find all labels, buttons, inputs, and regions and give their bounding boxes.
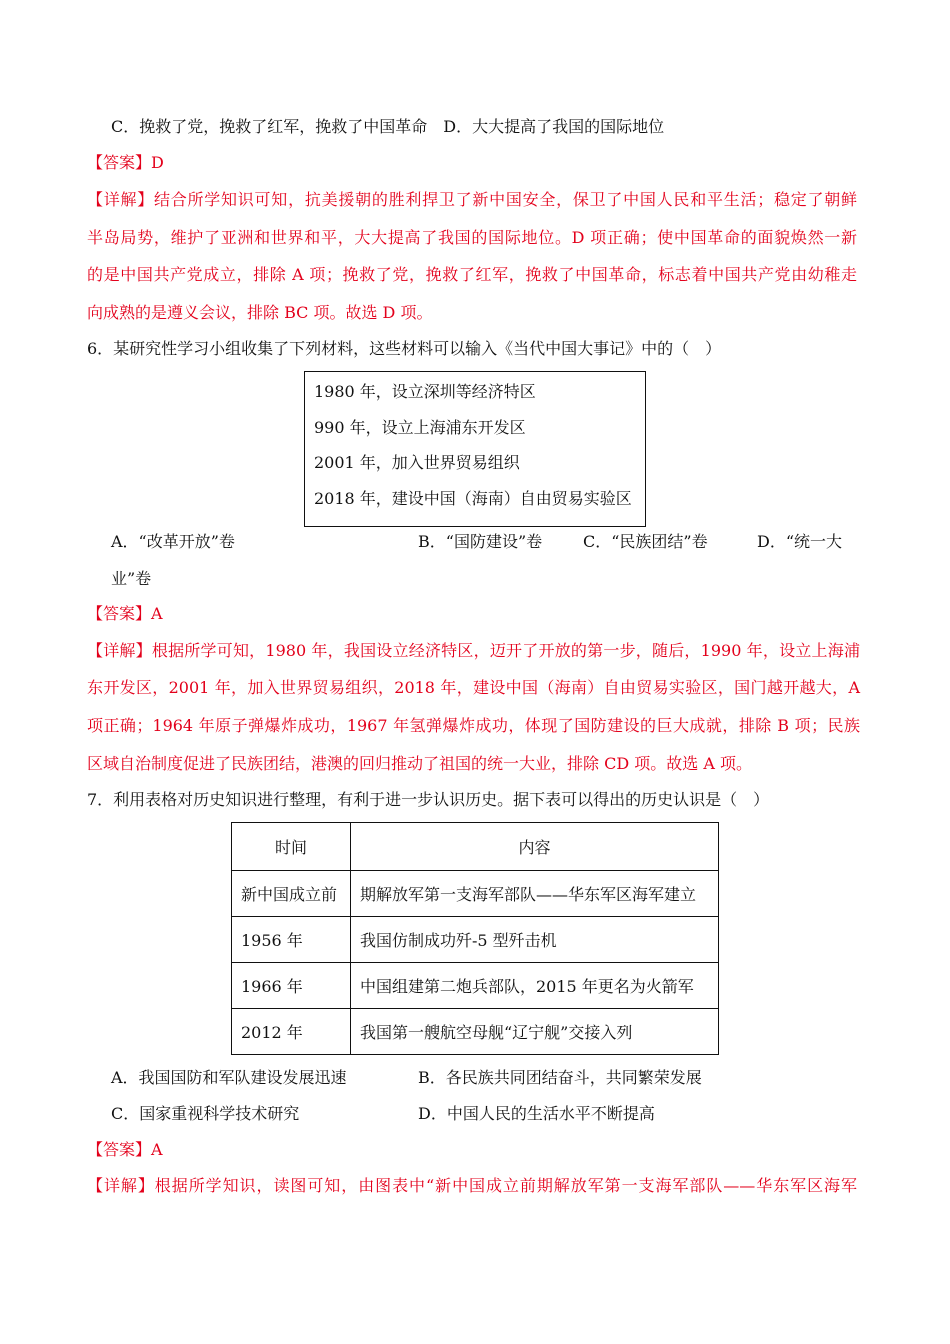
q6-option-d-cont: 业”卷: [111, 569, 152, 588]
q5-answer: 【答案】D: [87, 153, 164, 172]
q6-detail-line-3: 项正确；1964 年原子弹爆炸成功，1967 年氢弹爆炸成功，体现了国防建设的巨大成就，排除 B 项；民族: [87, 716, 860, 735]
q7-option-a: A．我国国防和军队建设发展迅速: [111, 1068, 347, 1087]
q6-option-d: D．“统一大: [757, 532, 843, 551]
table-row: [232, 871, 719, 917]
q5-detail-line-1: 【详解】结合所学知识可知，抗美援朝的胜利捍卫了新中国安全，保卫了中国人民和平生活；稳定了朝鲜: [87, 190, 857, 209]
table-cell-content: 我国仿制成功歼-5 型歼击机: [351, 917, 719, 963]
table-header-time: 时间: [232, 823, 351, 871]
table-cell-time: 新中国成立前: [232, 871, 351, 917]
q6-material-4: 2018 年，建设中国（海南）自由贸易实验区: [314, 489, 632, 508]
q6-option-c: C．“民族团结”卷: [583, 532, 708, 551]
q7-option-d: D．中国人民的生活水平不断提高: [418, 1104, 655, 1123]
q6-material-1: 1980 年，设立深圳等经济特区: [314, 382, 536, 401]
table-row: [232, 1009, 719, 1055]
q7-history-table: [231, 822, 719, 1055]
q7-answer: 【答案】A: [87, 1140, 163, 1159]
table-header-row: [232, 823, 719, 871]
q6-option-b: B．“国防建设”卷: [418, 532, 543, 551]
table-row: [232, 917, 719, 963]
table-cell-time: 2012 年: [232, 1009, 351, 1055]
table-cell-time: 1966 年: [232, 963, 351, 1009]
q5-detail-line-2: 半岛局势，维护了亚洲和世界和平，大大提高了我国的国际地位。D 项正确；使中国革命的面貌焕然一新: [87, 228, 857, 247]
q5-options-cd: C．挽救了党，挽救了红军，挽救了中国革命 D．大大提高了我国的国际地位: [111, 117, 665, 136]
q6-detail-line-1: 【详解】根据所学可知，1980 年，我国设立经济特区，迈开了开放的第一步，随后，1990 年，设立上海浦: [87, 641, 860, 660]
q5-detail-line-3: 的是中国共产党成立，排除 A 项；挽救了党，挽救了红军，挽救了中国革命，标志着中国共产党由幼稚走: [87, 265, 857, 284]
q6-stem: 6．某研究性学习小组收集了下列材料，这些材料可以输入《当代中国大事记》中的（ ）: [87, 339, 722, 358]
q6-material-3: 2001 年，加入世界贸易组织: [314, 453, 520, 472]
q7-option-b: B．各民族共同团结奋斗，共同繁荣发展: [418, 1068, 702, 1087]
q6-detail-line-2: 东开发区，2001 年，加入世界贸易组织，2018 年，建设中国（海南）自由贸易实验区，国门越开越大，A: [87, 678, 860, 697]
table-cell-content: 中国组建第二炮兵部队，2015 年更名为火箭军: [351, 963, 719, 1009]
q6-answer: 【答案】A: [87, 604, 163, 623]
q7-stem: 7．利用表格对历史知识进行整理，有利于进一步认识历史。据下表可以得出的历史认识是（ ）: [87, 790, 770, 809]
q6-option-a: A．“改革开放”卷: [111, 532, 235, 551]
q7-option-c: C．国家重视科学技术研究: [111, 1104, 300, 1123]
table-cell-time: 1956 年: [232, 917, 351, 963]
table-row: [232, 963, 719, 1009]
q6-material-2: 990 年，设立上海浦东开发区: [314, 418, 526, 437]
q6-detail-line-4: 区域自治制度促进了民族团结，港澳的回归推动了祖国的统一大业，排除 CD 项。故选 A 项。: [87, 754, 752, 773]
q5-detail-line-4: 向成熟的是遵义会议，排除 BC 项。故选 D 项。: [87, 303, 433, 322]
table-cell-content: 期解放军第一支海军部队——华东军区海军建立: [351, 871, 719, 917]
q6-material-box: [304, 371, 646, 527]
table-header-content: 内容: [351, 823, 719, 871]
table-cell-content: 我国第一艘航空母舰“辽宁舰”交接入列: [351, 1009, 719, 1055]
q7-detail-line-1: 【详解】根据所学知识，读图可知，由图表中“新中国成立前期解放军第一支海军部队——华东军区海军: [87, 1176, 857, 1195]
